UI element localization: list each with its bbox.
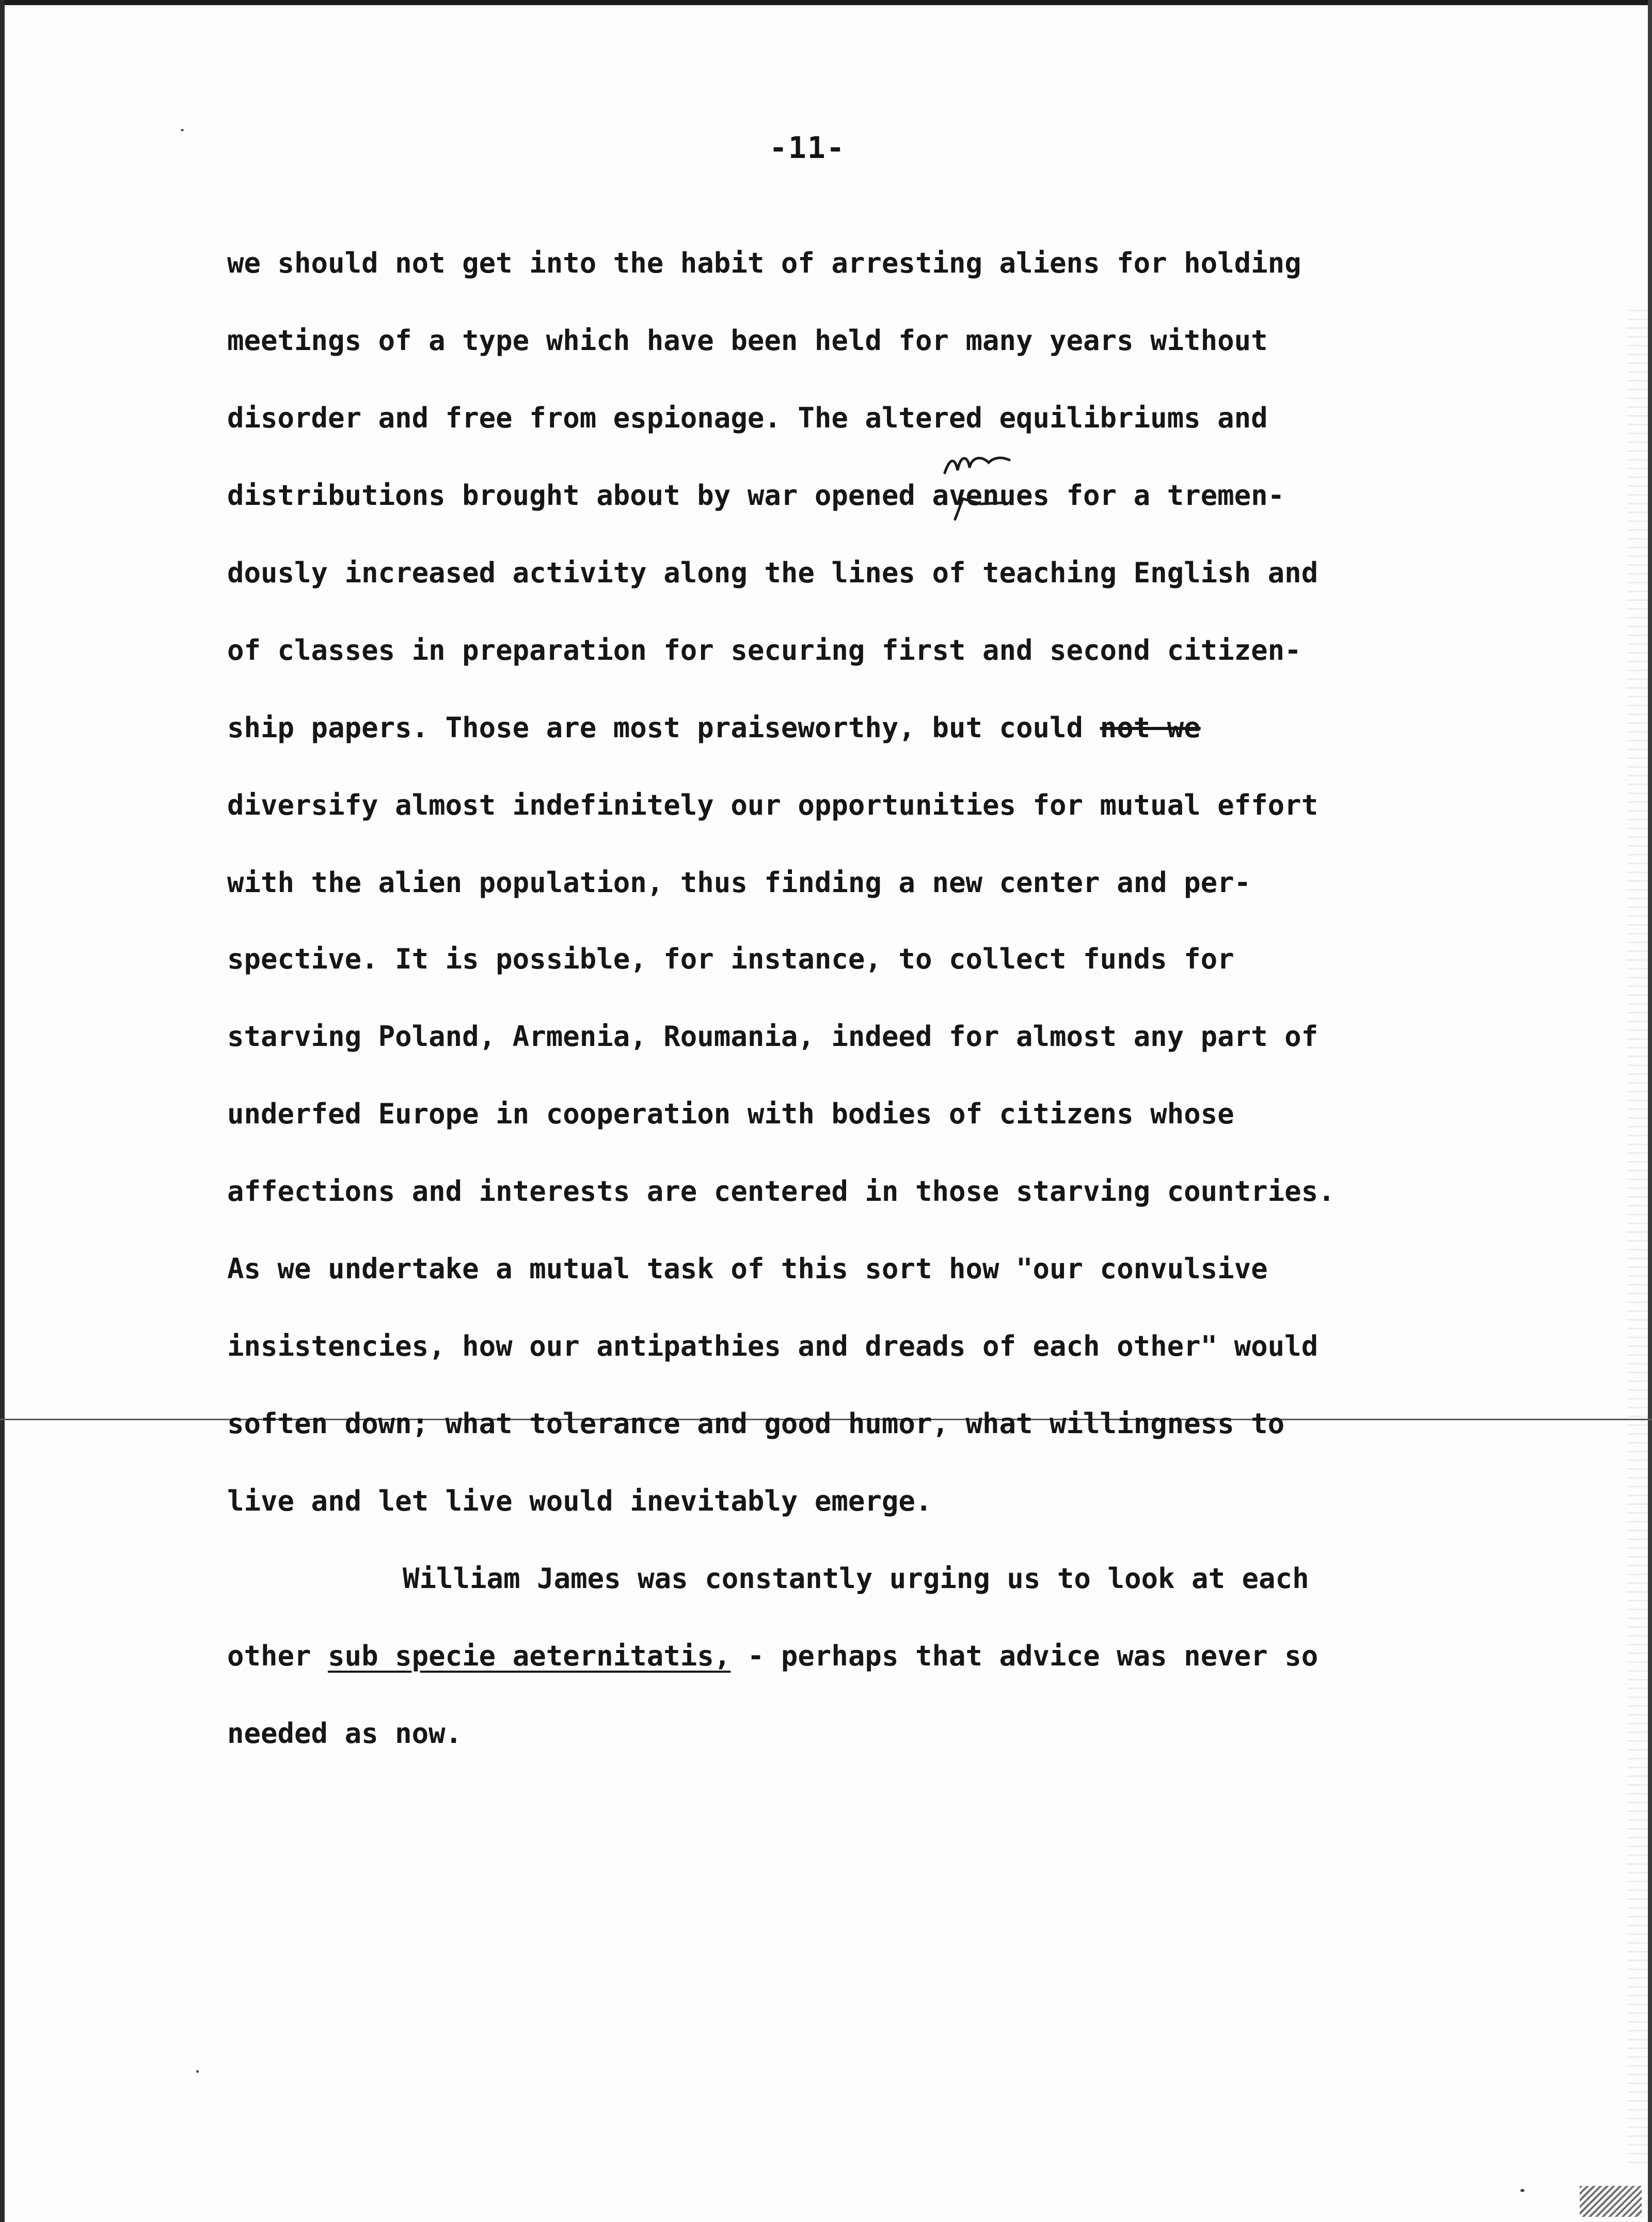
scan-speck — [181, 129, 184, 131]
text-line: As we undertake a mutual task of this sort how "our convulsive — [227, 1252, 1268, 1285]
text-line — [227, 707, 1201, 749]
text-line: we should not get into the habit of arresting aliens for holding — [227, 247, 1301, 279]
text-line: starving Poland, Armenia, Roumania, indeed for almost any part of — [227, 1020, 1319, 1053]
text-line: insistencies, how our antipathies and dreads of each other" would — [227, 1330, 1319, 1362]
text-line: with the alien population, thus finding a new center and per- — [227, 866, 1251, 899]
text-segment: - perhaps that advice was never so — [730, 1640, 1319, 1672]
page-number: -11- — [769, 130, 846, 165]
text-line — [227, 1636, 1318, 1677]
text-segment: ship papers. Those are most praiseworthy, but — [227, 711, 982, 744]
text-line: affections and interests are centered in those starving countries. — [227, 1175, 1335, 1208]
scan-left-edge — [0, 0, 5, 2222]
struck-out-text: not we — [1100, 711, 1201, 744]
text-segment: other — [227, 1640, 311, 1672]
caret-mark-icon — [940, 442, 1022, 530]
text-line: William James was constantly urging us to look at each — [403, 1562, 1309, 1595]
text-line: underfed Europe in cooperation with bodies of citizens whose — [227, 1098, 1234, 1130]
text-line: spective. It is possible, for instance, to collect funds for — [227, 943, 1234, 975]
scan-top-edge — [0, 0, 1652, 5]
text-line: disorder and free from espionage. The altered equilibriums and — [227, 402, 1268, 434]
scan-speck — [1520, 2189, 1524, 2192]
scan-right-edge — [1648, 0, 1652, 2222]
scan-corner-mark — [1580, 2186, 1642, 2217]
text-line: needed as now. — [227, 1717, 463, 1750]
scan-noise — [1627, 310, 1648, 2168]
text-line: live and let live would inevitably emerge. — [227, 1485, 932, 1517]
text-line: distributions brought about by war opened avenues for a tremen- — [227, 479, 1285, 512]
text-line: of classes in preparation for securing first and second citizen- — [227, 634, 1301, 666]
text-line: dously increased activity along the lines of teaching English and — [227, 557, 1319, 589]
scan-speck — [196, 2070, 199, 2073]
handwritten-insertion — [940, 442, 1022, 530]
text-line: soften down; what tolerance and good humor, what willingness to — [227, 1407, 1285, 1440]
text-line: diversify almost indefinitely our opportunities for mutual effort — [227, 789, 1319, 821]
text-segment: could — [999, 711, 1084, 744]
text-line: meetings of a type which have been held for many years without — [227, 324, 1268, 357]
latin-phrase: sub specie aeternitatis, — [328, 1640, 731, 1672]
